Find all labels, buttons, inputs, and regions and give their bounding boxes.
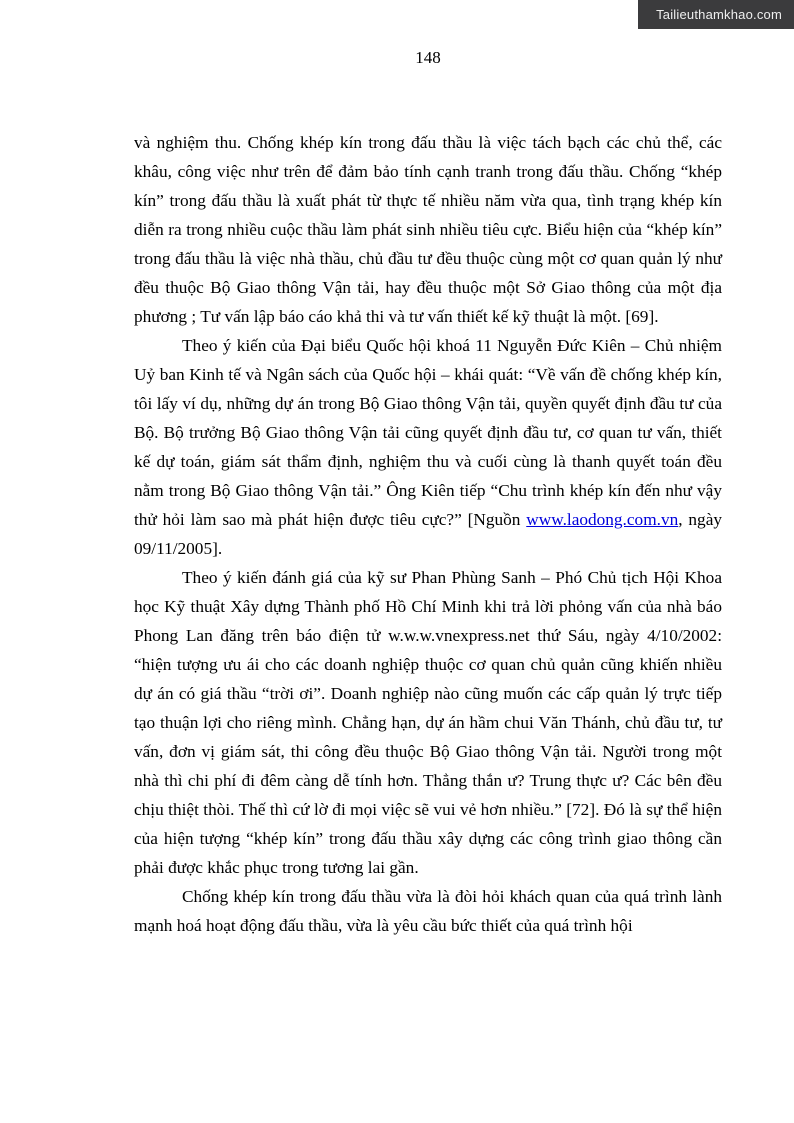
watermark-banner <box>638 0 794 29</box>
paragraph-4: Chống khép kín trong đấu thầu vừa là đòi hỏi khách quan của quá trình lành mạnh hoá hoạt động đấu thầu, vừa là yêu cầu bức thiết của quá trình hội <box>134 887 722 935</box>
watermark-text: Tailieuthamkhao.com <box>656 7 782 22</box>
paragraph-3: Theo ý kiến đánh giá của kỹ sư Phan Phùng Sanh – Phó Chủ tịch Hội Khoa học Kỹ thuật Xây dựng Thành phố Hồ Chí Minh khi trả lời phỏng vấn của nhà báo Phong Lan đăng trên báo điện tử w.w.w.vnexpress.net thứ Sáu, ngày 4/10/2002: “hiện tượng ưu ái cho các doanh nghiệp thuộc cơ quan chủ quản cũng khiến nhiều dự án có giá thầu “trời ơi”. Doanh nghiệp nào cũng muốn các cấp quản lý trực tiếp tạo thuận lợi cho riêng mình. Chẳng hạn, dự án hầm chui Văn Thánh, chủ đầu tư, tư vấn, đơn vị giám sát, thi công đều thuộc Bộ Giao thông Vận tải. Người trong một nhà thì chi phí đi đêm càng dễ tính hơn. Thẳng thắn ư? Trung thực ư? Các bên đều chịu thiệt thòi. Thế thì cứ lờ đi mọi việc sẽ vui vẻ hơn nhiều.” [72]. Đó là sự thể hiện của hiện tượng “khép kín” trong đấu thầu xây dựng các công trình giao thông cần phải được khắc phục trong tương lai gần. <box>134 568 722 877</box>
document-body <box>134 128 722 940</box>
paragraph-2 <box>134 331 722 563</box>
page-number: 148 <box>415 48 441 67</box>
laodong-link[interactable]: www.laodong.com.vn <box>526 510 679 529</box>
paragraph-2-text-after: , ngày 09/11/2005]. <box>134 510 722 558</box>
paragraph-2-text-before: Theo ý kiến của Đại biểu Quốc hội khoá 11 Nguyễn Đức Kiên – Chủ nhiệm Uỷ ban Kinh tế và Ngân sách của Quốc hội – khái quát: “Về vấn đề chống khép kín, tôi lấy ví dụ, những dự án trong Bộ Giao thông Vận tải, quyền quyết định đầu tư của Bộ. Bộ trưởng Bộ Giao thông Vận tải cũng quyết định đầu tư, cơ quan tư vấn, thiết kế dự toán, giám sát thẩm định, nghiệm thu và cuối cùng là thanh quyết toán đều nằm trong Bộ Giao thông Vận tải.” Ông Kiên tiếp “Chu trình khép kín đến như vậy thử hỏi làm sao mà phát hiện được tiêu cực?” [Nguồn <box>134 336 722 529</box>
paragraph-1: và nghiệm thu. Chống khép kín trong đấu thầu là việc tách bạch các chủ thể, các khâu, công việc như trên để đảm bảo tính cạnh tranh trong đấu thầu. Chống “khép kín” trong đấu thầu là xuất phát từ thực tế nhiều năm vừa qua, tình trạng khép kín diễn ra trong nhiều cuộc thầu làm phát sinh nhiều tiêu cực. Biểu hiện của “khép kín” trong đấu thầu là việc nhà thầu, chủ đầu tư đều thuộc cùng một cơ quan quản lý như đều thuộc Bộ Giao thông Vận tải, hay đều thuộc một Sở Giao thông của một địa phương ; Tư vấn lập báo cáo khả thi và tư vấn thiết kế kỹ thuật là một. [69]. <box>134 133 722 326</box>
